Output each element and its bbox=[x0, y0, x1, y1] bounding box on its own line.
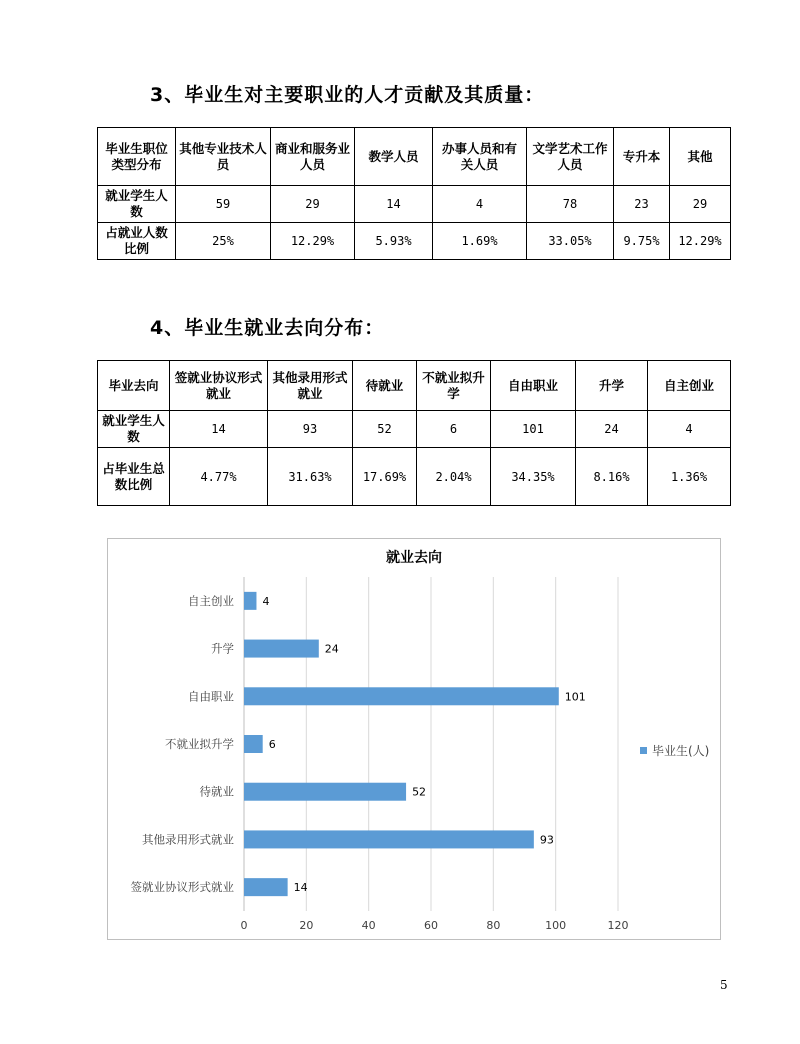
table-cell: 29 bbox=[670, 186, 731, 223]
bar bbox=[244, 592, 256, 610]
bar bbox=[244, 783, 406, 801]
occupation-contribution-table bbox=[97, 127, 731, 260]
table-cell: 24 bbox=[576, 411, 648, 448]
x-tick-label: 60 bbox=[424, 919, 438, 932]
category-label: 签就业协议形式就业 bbox=[130, 880, 234, 895]
bar bbox=[244, 830, 534, 848]
data-label: 4 bbox=[262, 594, 270, 608]
employment-destination-chart bbox=[107, 538, 721, 940]
table-cell: 8.16% bbox=[576, 448, 648, 506]
data-label: 101 bbox=[564, 690, 586, 704]
row-label: 占就业人数比例 bbox=[98, 223, 176, 260]
header-cell: 其他专业技术人员 bbox=[176, 128, 271, 186]
table-cell: 25% bbox=[176, 223, 271, 260]
row-label: 就业学生人数 bbox=[98, 411, 170, 448]
table-cell: 34.35% bbox=[491, 448, 576, 506]
table-cell: 52 bbox=[353, 411, 417, 448]
header-cell: 其他 bbox=[670, 128, 731, 186]
table-cell: 17.69% bbox=[353, 448, 417, 506]
table-cell: 78 bbox=[527, 186, 614, 223]
x-tick-label: 100 bbox=[545, 919, 567, 932]
table-cell: 1.36% bbox=[648, 448, 731, 506]
data-label: 24 bbox=[324, 642, 339, 656]
data-label: 6 bbox=[268, 738, 276, 751]
table-cell: 4.77% bbox=[170, 448, 268, 506]
header-cell: 办事人员和有关人员 bbox=[433, 128, 527, 186]
x-tick-label: 0 bbox=[240, 919, 248, 932]
header-cell: 自由职业 bbox=[491, 361, 576, 411]
section-3-heading: 3、毕业生对主要职业的人才贡献及其质量： bbox=[150, 84, 545, 106]
table-cell: 93 bbox=[268, 411, 353, 448]
page-number: 5 bbox=[720, 978, 728, 992]
data-label: 52 bbox=[412, 785, 427, 799]
data-label: 93 bbox=[539, 833, 554, 847]
header-cell: 毕业去向 bbox=[98, 361, 170, 411]
header-cell: 其他录用形式就业 bbox=[268, 361, 353, 411]
category-label: 待就业 bbox=[199, 784, 234, 799]
bar bbox=[244, 640, 319, 658]
data-label: 14 bbox=[293, 881, 308, 895]
category-label: 自主创业 bbox=[188, 593, 234, 608]
category-label: 不就业拟升学 bbox=[165, 737, 234, 751]
table-cell: 2.04% bbox=[417, 448, 491, 506]
table-cell: 5.93% bbox=[355, 223, 433, 260]
table-cell: 14 bbox=[170, 411, 268, 448]
legend-label: 毕业生(人) bbox=[652, 744, 710, 758]
table-cell: 14 bbox=[355, 186, 433, 223]
row-label: 就业学生人数 bbox=[98, 186, 176, 223]
header-cell: 文学艺术工作人员 bbox=[527, 128, 614, 186]
table-cell: 59 bbox=[176, 186, 271, 223]
category-label: 自由职业 bbox=[188, 689, 234, 704]
table-cell: 4 bbox=[433, 186, 527, 223]
x-tick-label: 40 bbox=[361, 919, 376, 932]
legend-swatch bbox=[640, 747, 647, 754]
table-row bbox=[98, 411, 731, 448]
table-cell: 12.29% bbox=[271, 223, 355, 260]
table-cell: 23 bbox=[614, 186, 670, 223]
table-cell: 31.63% bbox=[268, 448, 353, 506]
row-label: 占毕业生总数比例 bbox=[98, 448, 170, 506]
header-cell: 待就业 bbox=[353, 361, 417, 411]
bar bbox=[244, 878, 288, 896]
bar-chart-canvas bbox=[108, 539, 720, 939]
x-tick-label: 120 bbox=[607, 919, 629, 932]
table-header-row bbox=[98, 361, 731, 411]
table-row bbox=[98, 448, 731, 506]
chart-title: 就业去向 bbox=[386, 550, 442, 566]
header-cell: 自主创业 bbox=[648, 361, 731, 411]
bar bbox=[244, 687, 559, 705]
header-cell: 毕业生职位类型分布 bbox=[98, 128, 176, 186]
header-cell: 不就业拟升学 bbox=[417, 361, 491, 411]
table-cell: 101 bbox=[491, 411, 576, 448]
table-header-row bbox=[98, 128, 731, 186]
category-label: 升学 bbox=[211, 641, 234, 656]
category-label: 其他录用形式就业 bbox=[142, 832, 234, 847]
table-cell: 33.05% bbox=[527, 223, 614, 260]
table-cell: 1.69% bbox=[433, 223, 527, 260]
employment-destination-table bbox=[97, 360, 731, 506]
header-cell: 教学人员 bbox=[355, 128, 433, 186]
table-row bbox=[98, 223, 731, 260]
header-cell: 升学 bbox=[576, 361, 648, 411]
x-tick-label: 80 bbox=[486, 919, 501, 932]
table-cell: 29 bbox=[271, 186, 355, 223]
header-cell: 专升本 bbox=[614, 128, 670, 186]
header-cell: 商业和服务业人员 bbox=[271, 128, 355, 186]
table-cell: 6 bbox=[417, 411, 491, 448]
table-row bbox=[98, 186, 731, 223]
section-4-heading: 4、毕业生就业去向分布： bbox=[150, 317, 385, 339]
table-cell: 9.75% bbox=[614, 223, 670, 260]
header-cell: 签就业协议形式就业 bbox=[170, 361, 268, 411]
table-cell: 12.29% bbox=[670, 223, 731, 260]
bar bbox=[244, 735, 263, 753]
table-cell: 4 bbox=[648, 411, 731, 448]
x-tick-label: 20 bbox=[299, 919, 314, 932]
